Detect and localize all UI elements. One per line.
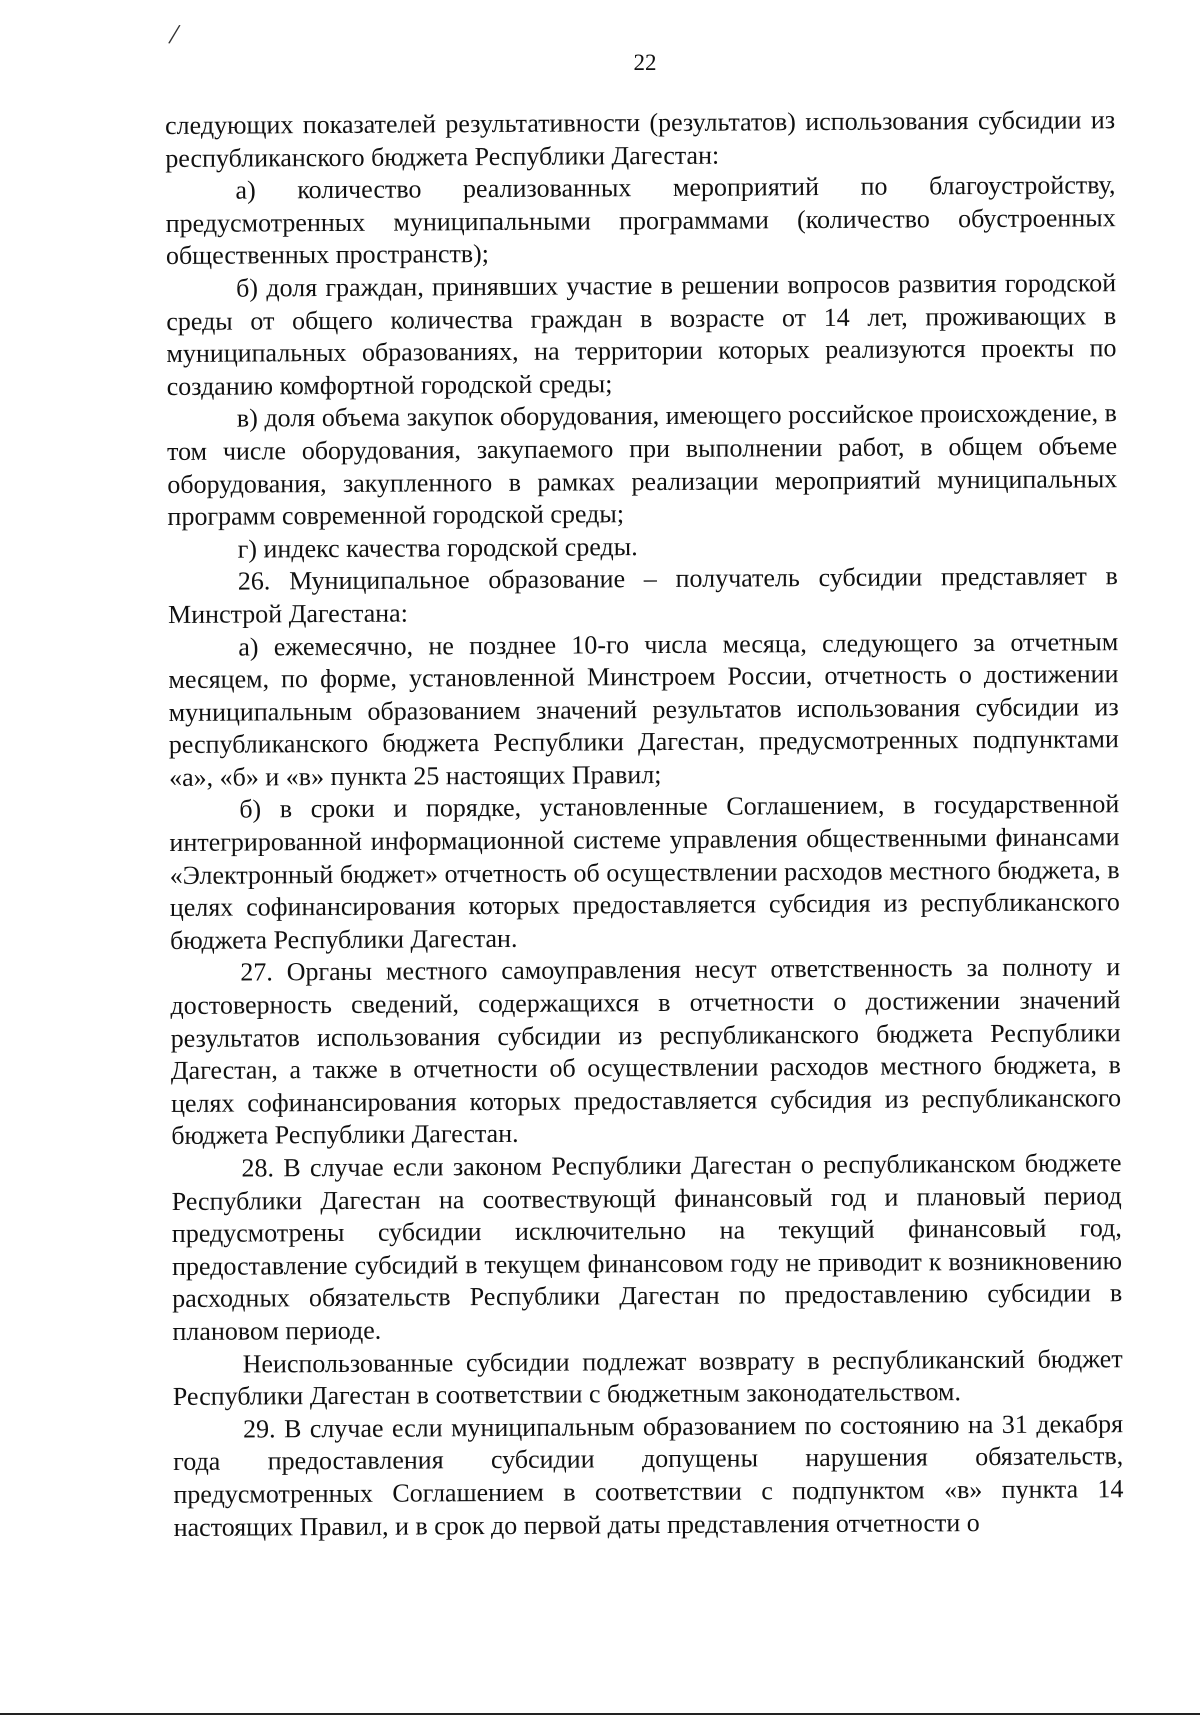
page-number: 22 (633, 50, 657, 75)
paragraph-item-v: в) доля объема закупок оборудования, имеющего российское происхождение, в том числе оборудования, закупаемого при выполнении работ, в общем объеме оборудования, закупленного в рамках реализации мероприятий муниципальных программ современной городской среды; (166, 398, 1118, 532)
paragraph-26-item-b: б) в сроки и порядке, установленные Соглашением, в государственной интегрированной информационной системе управления общественными финансами «Электронный бюджет» отчетность об осуществлении расходов местного бюджета, в целях софинансирования которых предоставляется субсидия из республиканского бюджета Республики Дагестан. (169, 789, 1120, 955)
paragraph-section-27: 27. Органы местного самоуправления несут ответственность за полноту и достоверность сведений, содержащихся в отчетности о достижении значений результатов использования субсидии из республиканского бюджета Республики Дагестан, а также в отчетности об осуществлении расходов местного бюджета, в целях софинансирования которых предоставляется субсидия из республиканского бюджета Республики Дагестан. (170, 952, 1122, 1151)
paragraph-continuation: следующих показателей результативности (результатов) использования субсидии из республиканского бюджета Республики Дагестан: (165, 105, 1116, 173)
paragraph-item-a: а) количество реализованных мероприятий по благоустройству, предусмотренных муниципальными программами (количество обустроенных общественных пространств); (165, 170, 1116, 271)
handwritten-mark-text: / (166, 17, 182, 52)
handwritten-mark (167, 18, 182, 53)
paragraph-item-g: г) индекс качества городской среды. (237, 531, 638, 564)
paragraph-unused-subsidies: Неиспользованные субсидии подлежат возврату в республиканский бюджет Республики Дагестан в соответствии с бюджетным законодательством. (172, 1343, 1123, 1412)
paragraph-section-29: 29. В случае если муниципальным образованием по состоянию на 31 декабря года предоставления субсидии допущены нарушения обязательств, предусмотренных Соглашением в соответствии с подпунктом «в» пункта 14 настоящих Правил, и в срок до первой даты представления отчетности о (173, 1408, 1124, 1542)
paragraph-26-item-a: а) ежемесячно, не позднее 10-го числа месяца, следующего за отчетным месяцем, по форме, установленной Минстроем России, отчетность о достижении муниципальным образованием значений результатов использования субсидии из республиканского бюджета Республики Дагестан, предусмотренных подпунктами «а», «б» и «в» пункта 25 настоящих Правил; (168, 626, 1119, 792)
document-body (165, 104, 1124, 1544)
paragraph-section-26: 26. Муниципальное образование – получатель субсидии представляет в Минстрой Дагестана: (167, 561, 1118, 629)
paragraph-item-b: б) доля граждан, принявших участие в решении вопросов развития городской среды от общего количества граждан в возрасте от 14 лет, проживающих в муниципальных образованиях, на территории которых реализуются проекты по созданию комфортной городской среды; (166, 268, 1117, 401)
paragraph-section-28: 28. В случае если законом Республики Дагестан о республиканском бюджете Республики Дагестан на соотвествующй финансовый год и плановый период предусмотрены субсидии исключительно на текущий финансовый год, предоставление субсидий в текущем финансовом году не приводит к возникновению расходных обязательств Республики Дагестан по предоставлению субсидии в плановом периоде. (171, 1148, 1123, 1346)
